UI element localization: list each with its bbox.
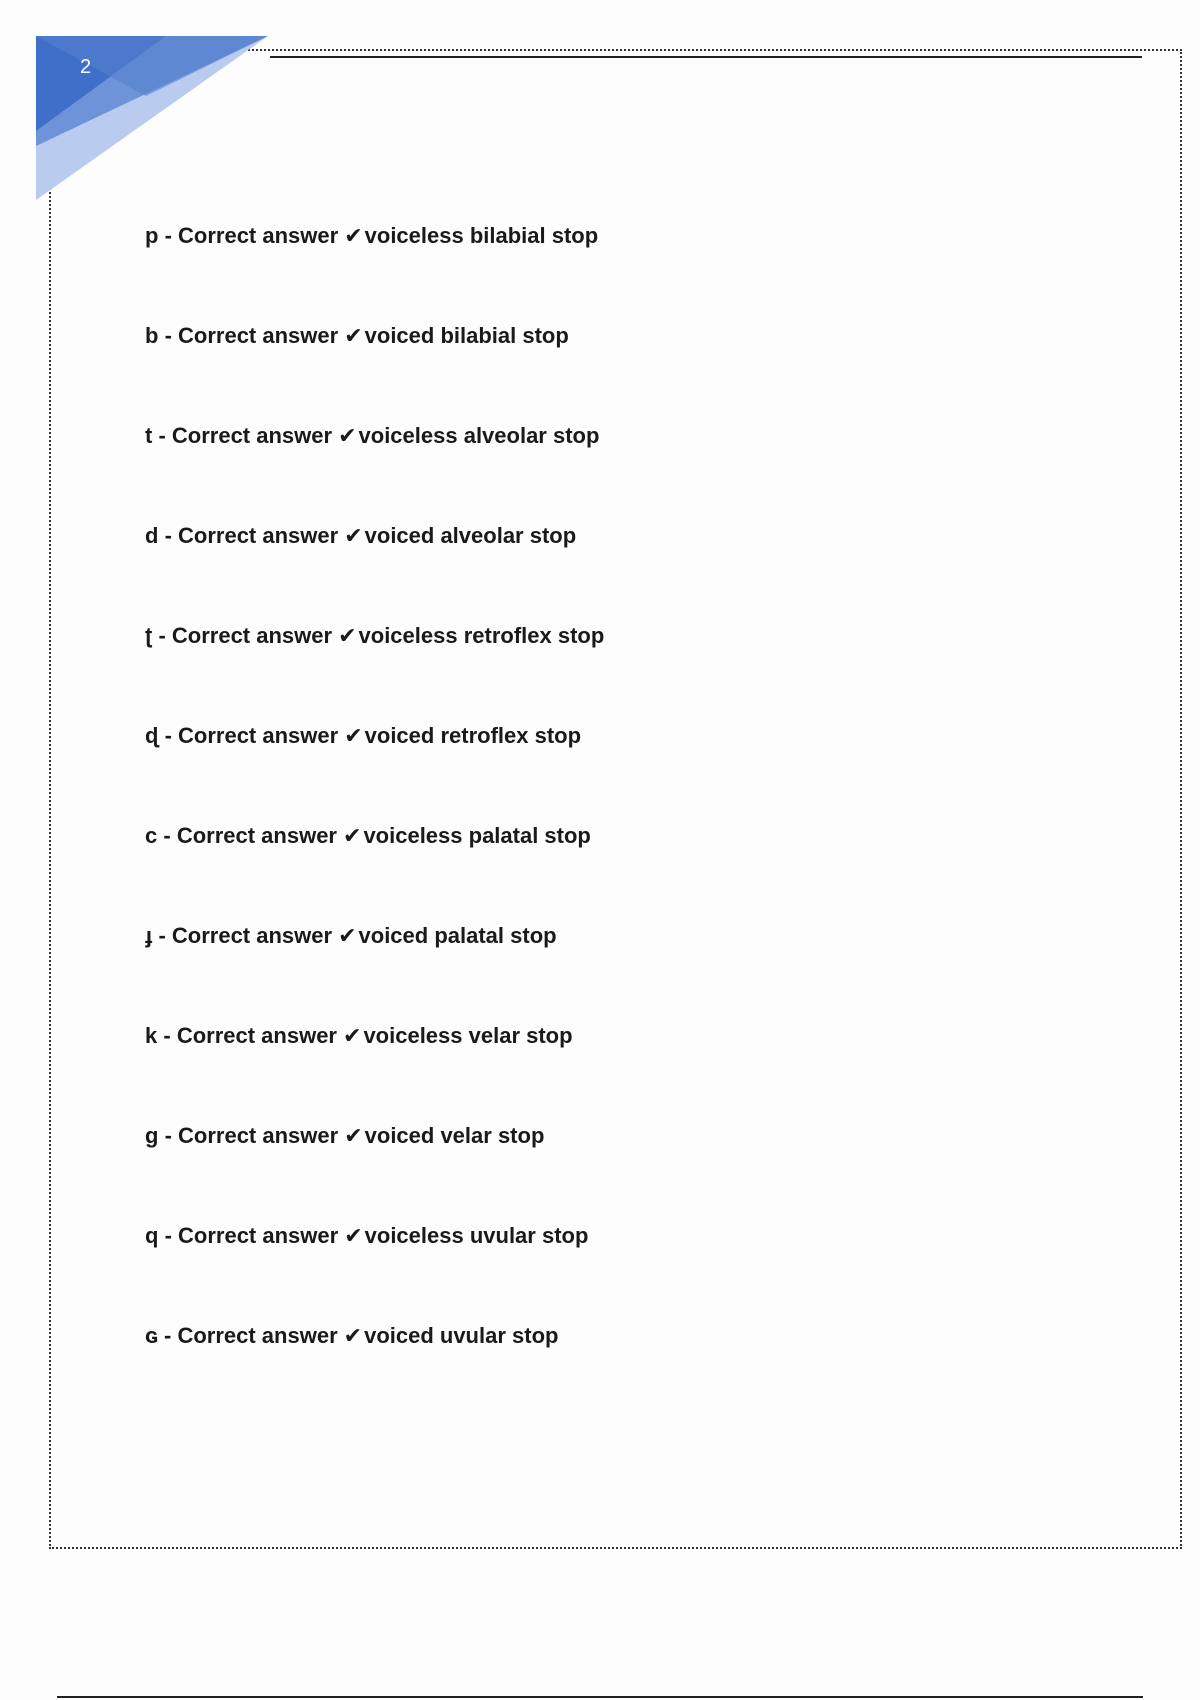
corner-decoration <box>36 36 268 200</box>
answer-label: Correct answer <box>177 1323 338 1348</box>
checkmark-icon: ✔ <box>344 1223 363 1248</box>
phoneme-symbol: ʈ <box>145 623 153 648</box>
checkmark-icon: ✔ <box>344 1123 363 1148</box>
answer-label: Correct answer <box>178 523 339 548</box>
list-item: ɢ - Correct answer ✔voiced uvular stop <box>145 1323 559 1348</box>
phoneme-symbol: c <box>145 823 158 848</box>
checkmark-icon: ✔ <box>343 823 362 848</box>
answer-text: voiced uvular stop <box>364 1323 559 1348</box>
answer-label: Correct answer <box>178 1223 339 1248</box>
checkmark-icon: ✔ <box>338 623 357 648</box>
footer-divider <box>57 1696 1143 1698</box>
answer-label: Correct answer <box>171 423 333 448</box>
answer-label: Correct answer <box>178 1123 339 1148</box>
answer-text: voiceless retroflex stop <box>358 623 605 648</box>
answer-label: Correct answer <box>178 323 339 348</box>
phoneme-symbol: d <box>145 523 159 548</box>
answer-text: voiced velar stop <box>364 1123 545 1148</box>
checkmark-icon: ✔ <box>344 323 363 348</box>
list-item: b - Correct answer ✔voiced bilabial stop <box>145 323 569 348</box>
list-item: q - Correct answer ✔voiceless uvular stop <box>145 1223 589 1248</box>
answer-text: voiceless uvular stop <box>364 1223 589 1248</box>
header-divider <box>270 56 1142 58</box>
phoneme-symbol: k <box>145 1023 158 1048</box>
list-item: d - Correct answer ✔voiced alveolar stop <box>145 523 577 548</box>
phoneme-symbol: ɢ <box>145 1323 158 1348</box>
checkmark-icon: ✔ <box>343 1323 363 1348</box>
list-item: ɖ - Correct answer ✔voiced retroflex stop <box>145 723 582 748</box>
answer-text: voiceless palatal stop <box>363 823 591 848</box>
checkmark-icon: ✔ <box>338 423 357 448</box>
list-item: ʈ - Correct answer ✔voiceless retroflex stop <box>145 623 605 648</box>
phoneme-symbol: b <box>145 323 159 348</box>
list-item: t - Correct answer ✔voiceless alveolar stop <box>145 423 600 448</box>
answer-text: voiced palatal stop <box>358 923 557 948</box>
answer-label: Correct answer <box>176 1023 337 1048</box>
answer-label: Correct answer <box>171 923 333 948</box>
answer-text: voiced alveolar stop <box>364 523 577 548</box>
answer-label: Correct answer <box>178 223 339 248</box>
list-item: p - Correct answer ✔voiceless bilabial stop <box>145 223 599 248</box>
answer-list <box>145 222 604 1422</box>
phoneme-symbol: p <box>145 223 159 248</box>
answer-text: voiced retroflex stop <box>364 723 582 748</box>
answer-text: voiceless velar stop <box>363 1023 573 1048</box>
checkmark-icon: ✔ <box>344 723 363 748</box>
phoneme-symbol: g <box>145 1123 159 1148</box>
checkmark-icon: ✔ <box>343 1023 362 1048</box>
list-item: g - Correct answer ✔voiced velar stop <box>145 1123 545 1148</box>
phoneme-symbol: q <box>145 1223 159 1248</box>
answer-text: voiceless bilabial stop <box>364 223 599 248</box>
list-item: k - Correct answer ✔voiceless velar stop <box>145 1023 573 1048</box>
answer-label: Correct answer <box>178 723 339 748</box>
checkmark-icon: ✔ <box>338 923 357 948</box>
page-number: 2 <box>80 56 92 78</box>
answer-text: voiceless alveolar stop <box>358 423 600 448</box>
checkmark-icon: ✔ <box>344 223 363 248</box>
answer-label: Correct answer <box>176 823 337 848</box>
answer-text: voiced bilabial stop <box>364 323 569 348</box>
phoneme-symbol: ɟ <box>145 923 153 948</box>
list-item: c - Correct answer ✔voiceless palatal stop <box>145 823 591 848</box>
checkmark-icon: ✔ <box>344 523 363 548</box>
answer-label: Correct answer <box>171 623 333 648</box>
list-item: ɟ - Correct answer ✔voiced palatal stop <box>145 923 557 948</box>
phoneme-symbol: ɖ <box>145 723 159 748</box>
phoneme-symbol: t <box>145 423 153 448</box>
